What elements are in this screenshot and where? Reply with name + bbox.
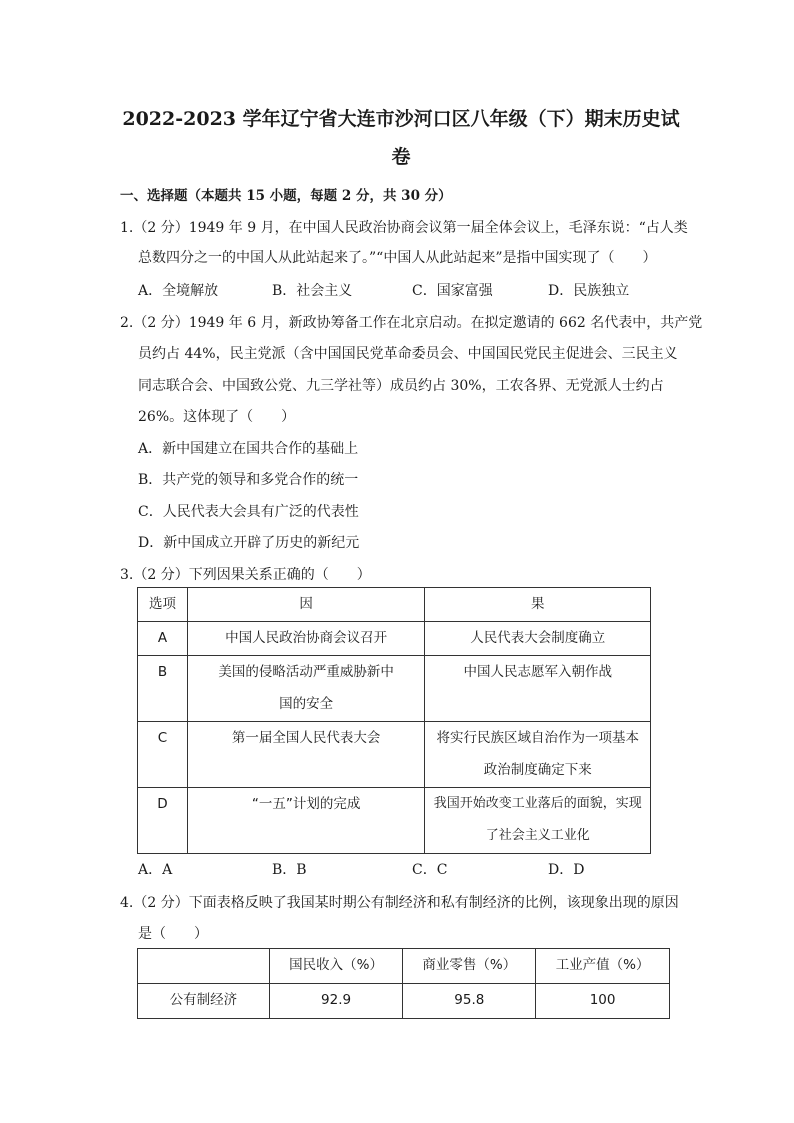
q3-header-option: 选项 [138,588,188,622]
q3-row-a-cause [187,622,425,656]
table-row [138,788,651,854]
q3-row-c-effect-line-1: 将实行民族区域自治作为一项基本 [436,730,639,746]
q3-header-effect: 果 [425,588,651,622]
q4-stem-line-1: 4.（2 分）下面表格反映了我国某时期公有制经济和私有制经济的比例，该现象出现的原因 [120,895,679,911]
q4-header-industry: 工业产值（%） [536,949,670,984]
q2-option-b: B．共产党的领导和多党合作的统一 [138,472,359,488]
q3-row-d-effect-line-2: 了社会主义工业化 [485,828,590,843]
table-row [138,984,670,1019]
q1-option-c: C．国家富强 [412,283,493,299]
q3-row-b-cause [187,656,425,722]
q3-row-b-cause-line-1: 美国的侵略活动严重威胁新中 [218,664,394,680]
title-line-2: 卷 [391,146,411,168]
q3-option-d: D．D [548,862,585,878]
q3-row-a-effect-text: 人民代表大会制度确立 [470,630,606,646]
q3-row-d-effect-line-1: 我国开始改变工业落后的面貌，实现 [433,796,642,811]
q2-option-d: D．新中国成立开辟了历史的新纪元 [138,535,360,551]
q4-header-retail: 商业零售（%） [403,949,536,984]
q3-row-d-cause [187,788,425,854]
title-line-1: 2022-2023 学年辽宁省大连市沙河口区八年级（下）期末历史试 [122,108,680,130]
q3-table-header-row [138,588,651,622]
table-row [138,656,651,722]
q3-row-b-option: B [138,656,188,722]
q1-option-d: D．民族独立 [548,283,630,299]
q2-stem-line-1: 2.（2 分）1949 年 6 月，新政协筹备工作在北京启动。在拟定邀请的 662 名代表中，共产党 [120,315,703,331]
q2-option-c: C．人民代表大会具有广泛的代表性 [138,504,359,520]
q3-table [137,587,651,854]
q4-row-public-industry: 100 [536,984,670,1019]
q3-stem: 3.（2 分）下列因果关系正确的（ ） [120,567,371,583]
q3-option-b: B．B [272,862,307,878]
q3-row-c-effect-line-2: 政治制度确定下来 [483,762,592,778]
q3-row-b-effect-text: 中国人民志愿军入朝作战 [463,664,612,680]
q3-option-c: C．C [412,862,448,878]
q3-row-a-cause-text: 中国人民政治协商会议召开 [225,630,388,646]
exam-title [116,100,686,176]
q3-row-a-option: A [138,622,188,656]
q1-option-b: B．社会主义 [272,283,353,299]
q1-option-a: A．全境解放 [138,283,219,299]
q3-row-c-effect [425,722,651,788]
q3-row-b-effect [425,656,651,722]
q4-row-public-retail: 95.8 [403,984,536,1019]
q3-header-cause: 因 [187,588,425,622]
q4-row-public-label: 公有制经济 [138,984,270,1019]
q4-row-public-income: 92.9 [269,984,403,1019]
q3-row-d-cause-text: “一五”计划的完成 [251,796,361,812]
q4-stem-line-2: 是（ ） [138,926,208,942]
q3-row-d-effect [425,788,651,854]
q2-stem-line-3: 同志联合会、中国致公党、九三学社等）成员约占 30%，工农各界、无党派人士约占 [138,378,664,394]
table-row [138,622,651,656]
q3-row-d-option: D [138,788,188,854]
q3-row-a-effect [425,622,651,656]
q3-row-c-cause-text: 第一届全国人民代表大会 [231,730,381,746]
q2-stem-line-2: 员约占 44%，民主党派（含中国国民党革命委员会、中国国民党民主促进会、三民主义 [138,346,678,362]
q3-row-b-cause-line-2: 国的安全 [279,696,334,712]
table-row [138,722,651,788]
q3-row-c-cause [187,722,425,788]
q2-option-a: A．新中国建立在国共合作的基础上 [138,441,359,457]
section-heading: 一、选择题（本题共 15 小题，每题 2 分，共 30 分） [120,188,452,204]
q1-stem-line-1: 1.（2 分）1949 年 9 月，在中国人民政治协商会议第一届全体会议上，毛泽东说：“占人类 [120,220,688,236]
q4-table [137,948,670,1019]
q4-header-income: 国民收入（%） [269,949,403,984]
q4-table-header-row [138,949,670,984]
q1-stem-line-2: 总数四分之一的中国人从此站起来了。”“中国人从此站起来”是指中国实现了（ ） [138,250,657,266]
q3-option-a: A．A [138,862,173,878]
q2-stem-line-4: 26%。这体现了（ ） [138,409,296,425]
q3-row-c-option: C [138,722,188,788]
q4-header-empty [138,949,270,984]
